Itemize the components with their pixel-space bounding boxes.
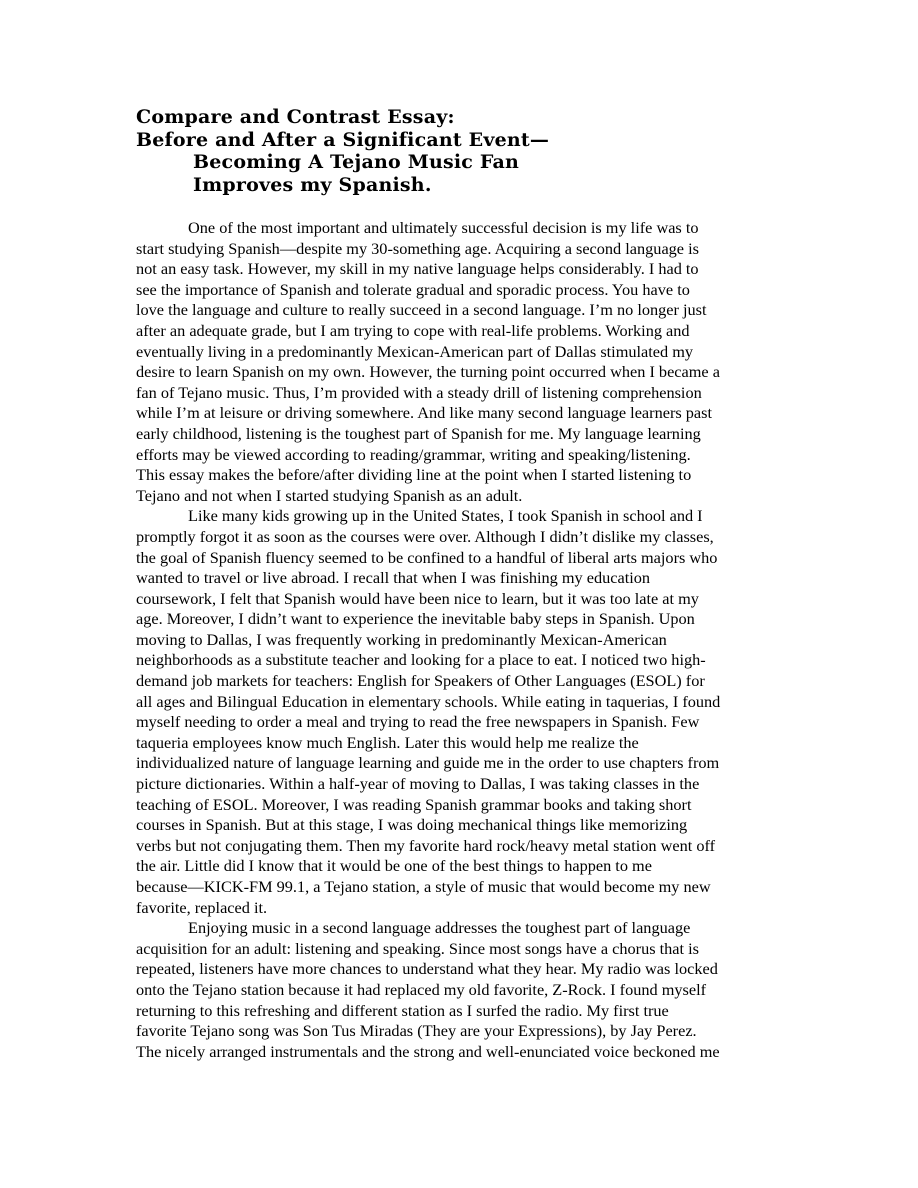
paragraph-3: Enjoying music in a second language addresses the toughest part of language acquisition for an adult: listening and speaking. Since most songs have a chorus that is repeated, listeners have more chances to understand what they hear. My radio was locked onto the Tejano station because it had replaced my old favorite, Z-Rock. I found myself returning to this refreshing and different station as I surfed the radio. My first true favorite Tejano song was Son Tus Miradas (They are your Expressions), by Jay Perez. The nicely arranged instrumentals and the strong and well-enunciated voice beckoned me	[136, 918, 720, 1061]
title-line-3: Becoming A Tejano Music Fan	[193, 151, 520, 173]
title-line-4: Improves my Spanish.	[193, 173, 432, 196]
paragraph-2: Like many kids growing up in the United States, I took Spanish in school and I promptly forgot it as soon as the courses were over. Although I didn’t dislike my classes, the goal of Spanish fluency seemed to be confined to a handful of liberal arts majors who wanted to travel or live abroad. I recall that when I was finishing my education coursework, I felt that Spanish would have been nice to learn, but it was too late at my age. Moreover, I didn’t want to experience the inevitable baby steps in Spanish. Upon moving to Dallas, I was frequently working in predominantly Mexican-American neighborhoods as a substitute teacher and looking for a place to eat. I noticed two high- demand job markets for teachers: English for Speakers of Other Languages (ESOL) for all ages and Bilingual Education in elementary schools. While eating in taquerias, I found myself needing to order a meal and trying to read the free newspapers in Spanish. Few taqueria employees know much English. Later this would help me realize the individualized nature of language learning and guide me in the order to use chapters from picture dictionaries. Within a half-year of moving to Dallas, I was taking classes in the teaching of ESOL. Moreover, I was reading Spanish grammar books and taking short courses in Spanish. But at this stage, I was doing mechanical things like memorizing verbs but not conjugating them. Then my favorite hard rock/heavy metal station went off the air. Little did I know that it would be one of the best things to happen to me because—KICK-FM 99.1, a Tejano station, a style of music that would become my new favorite, replaced it.	[136, 506, 721, 917]
essay-body	[136, 218, 786, 1062]
title-line-2: Before and After a Significant Event—	[136, 128, 550, 151]
title-line-1: Compare and Contrast Essay:	[136, 106, 455, 128]
essay-title	[136, 106, 776, 196]
paragraph-1: One of the most important and ultimately successful decision is my life was to start studying Spanish—despite my 30-something age. Acquiring a second language is not an easy task. However, my skill in my native language helps considerably. I had to see the importance of Spanish and tolerate gradual and sporadic process. You have to love the language and culture to really succeed in a second language. I’m no longer just after an adequate grade, but I am trying to cope with real-life problems. Working and eventually living in a predominantly Mexican-American part of Dallas stimulated my desire to learn Spanish on my own. However, the turning point occurred when I became a fan of Tejano music. Thus, I’m provided with a steady drill of listening comprehension while I’m at leisure or driving somewhere. And like many second language learners past early childhood, listening is the toughest part of Spanish for me. My language learning efforts may be viewed according to reading/grammar, writing and speaking/listening. This essay makes the before/after dividing line at the point when I started listening to Tejano and not when I started studying Spanish as an adult.	[136, 218, 720, 505]
